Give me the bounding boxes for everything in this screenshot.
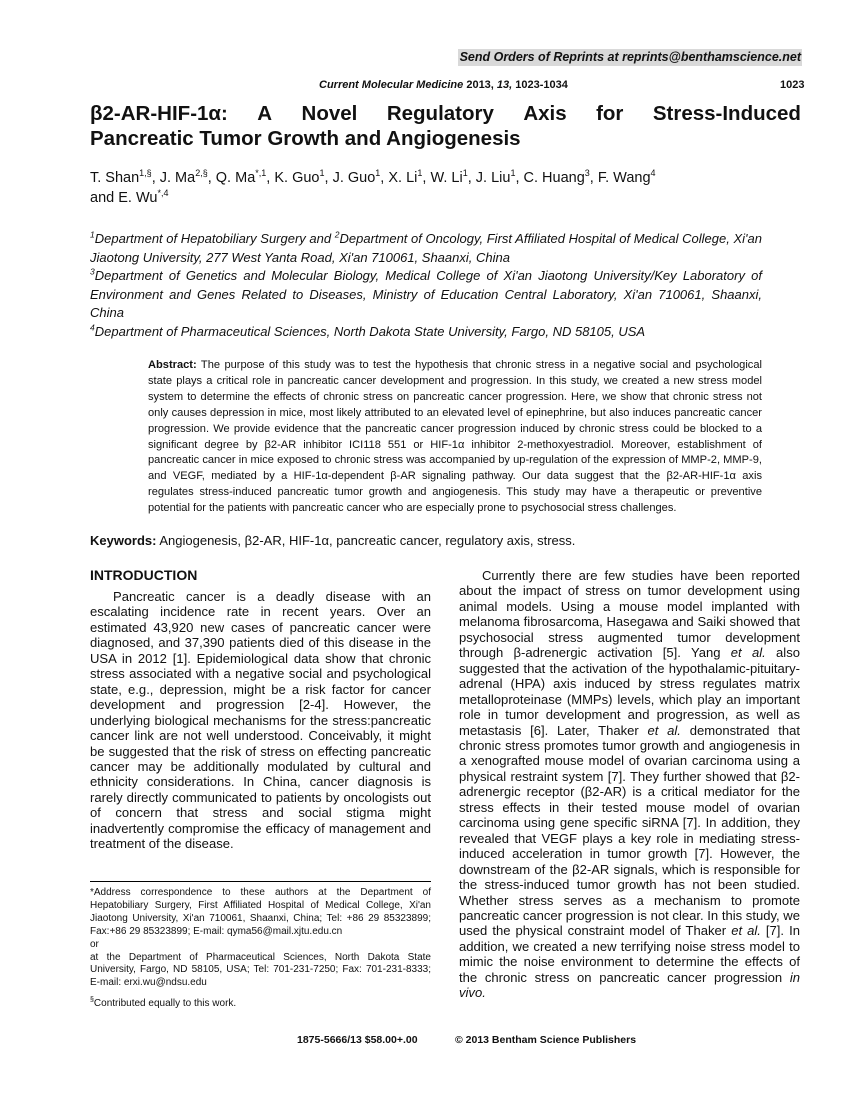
author-name: J. Liu <box>475 170 511 186</box>
abstract <box>148 358 762 517</box>
author-name: Q. Ma <box>215 170 256 186</box>
correspondence-footnote-2: at the Department of Pharmaceutical Sciences, North Dakota State University, Fargo, ND 58105, USA; Tel: 701-231-7250; Fax: 701-231-8333; E-mail: erxi.wu@ndsu.edu <box>90 951 431 989</box>
author-affiliation-marker: *,1 <box>255 168 267 179</box>
correspondence-footnote: *Address correspondence to these authors at the Department of Hepatobiliary Surgery, First Affiliated Hospital of Medical College, Xi'an Jiaotong University, Xi'an 710061, Shaanxi, China; Tel: +86 29 85323899; Fax:+86 29 85323899; E-mail: qyma56@mail.xjtu.edu.cn <box>90 887 431 937</box>
author-name: J. Guo <box>332 170 376 186</box>
keywords-label: Keywords: <box>90 533 157 548</box>
title-word: β2-AR-HIF-1α: <box>90 102 228 125</box>
copyright-notice: © 2013 Bentham Science Publishers <box>455 1034 637 1046</box>
affiliation-1-2 <box>90 230 762 267</box>
title-word: Stress-Induced <box>652 102 801 125</box>
author-affiliation-marker: 1 <box>417 168 423 179</box>
footnote-divider <box>90 881 431 882</box>
author-affiliation-marker: 1 <box>319 168 325 179</box>
author-affiliation-marker: 1 <box>462 168 468 179</box>
left-column-body <box>90 589 431 852</box>
author-affiliation-marker: 1 <box>510 168 516 179</box>
abstract-label: Abstract: <box>148 359 197 371</box>
footnotes <box>90 887 431 1011</box>
affiliation-marker: 2 <box>334 229 340 240</box>
author-line-1: T. Shan$^{1,\S}$, J. $Ma^{2,\S}$, Q. $Ma^{*,1}$, K. Guo$^1$, J. Guo$^1$, X. Li$^1$, W. Li$^1$, J. Liu$^1$, C. Huang$^3$, F. Wang$^4$ <box>90 168 656 186</box>
author-name: T. Shan <box>90 170 140 186</box>
author-affiliation-marker: *,4 <box>157 188 169 199</box>
author-affiliation-marker: 1,§ <box>139 168 152 179</box>
author-name: K. Guo <box>274 170 320 186</box>
title-word: for <box>596 102 624 125</box>
title-word: Novel <box>301 102 358 125</box>
title-word: Regulatory <box>386 102 494 125</box>
journal-year: 2013, <box>466 79 494 91</box>
affiliation-text: Department of Pharmaceutical Sciences, North Dakota State University, Fargo, ND 58105, USA <box>94 324 646 339</box>
author-list <box>90 168 801 208</box>
title-line-1 <box>90 101 801 126</box>
journal-pages: 1023-1034 <box>515 79 568 91</box>
affiliation-marker: 4 <box>90 322 95 333</box>
issn-price: 1875-5666/13 $58.00+.00 <box>297 1034 418 1046</box>
author-line-2 <box>90 188 801 208</box>
journal-name: Current Molecular Medicine <box>319 79 464 91</box>
affiliation-text: Department of Genetics and Molecular Biology, Medical College of Xi'an Jiaotong University/Key Laboratory of Environment and Genes Related to Diseases, Ministry of Education Central Laboratory, Xi'an 710061, Shaanxi, China <box>90 268 762 320</box>
section-heading-introduction: INTRODUCTION <box>90 567 198 583</box>
author-name: C. Huang <box>523 170 585 186</box>
affiliation-text: Department of Hepatobiliary Surgery and <box>94 231 335 246</box>
author-name: and E. Wu <box>90 190 158 206</box>
author-name: J. Ma <box>159 170 196 186</box>
paragraph: Pancreatic cancer is a deadly disease with an escalating incidence rate in recent years. Over an estimated 43,920 new cases of pancreatic cancer were diagnosed, and 37,390 patients died of this disease in the USA in 2012 [1]. Epidemiological data show that chronic stress associated with a negative social and psychological state, e.g., depression, might be a risk factor for cancer development and progression [2-4]. However, the underlying biological mechanisms for the stress:pancreatic cancer link are not well understood. Conceivably, it might be suggested that the risk of stress on effecting pancreatic cancer may be additionally modulated by cultural and ethnicity considerations. In China, cancer diagnosis is rarely directly communicated to patients by oncologists out of concern that stress and social stigma might inadvertently compromise the efficacy of management and treatment of the disease. <box>90 589 431 852</box>
footnote-or: or <box>90 938 99 950</box>
author-affiliation-marker: 4 <box>650 168 656 179</box>
author-affiliation-marker: 2,§ <box>195 168 208 179</box>
author-affiliation-marker: 1 <box>375 168 381 179</box>
author-affiliation-marker: 3 <box>584 168 590 179</box>
keywords-text: Angiogenesis, β2-AR, HIF-1α, pancreatic cancer, regulatory axis, stress. <box>156 533 576 548</box>
affiliation-4 <box>90 323 762 342</box>
author-name: W. Li <box>430 170 463 186</box>
equal-contribution-footnote: §Contributed equally to this work. <box>90 996 237 1010</box>
journal-volume: 13, <box>496 79 513 91</box>
abstract-text: The purpose of this study was to test the hypothesis that chronic stress in a negative social and psychological state plays a critical role in pancreatic cancer development and progression. In this study, we created a new stress model system to determine the effects of chronic stress on pancreatic cancer progression. Here, we show that chronic stress not only causes depression in mice, most likely attributed to an elevated level of epinephrine, but also induces pancreatic cancer progression. We provide evidence that the pancreatic cancer progression induced by chronic stress could be blocked to a significant degree by β2-AR inhibitor ICI118 551 or HIF-1α inhibitor 2-methoxyestradiol. Moreover, establishment of pancreatic cancer in mice exposed to chronic stress was accompanied by up-regulation of the expression of MMP-2, MMP-9, and VEGF, mediated by a HIF-1α-dependent β-AR signaling pathway. Our data suggest that the β2-AR-HIF-1α axis regulates stress-induced pancreatic tumor growth and angiogenesis. This study may have a therapeutic or preventive potential for the patients with pancreatic cancer who are especially prone to psychosocial stress challenges. <box>148 359 762 515</box>
affiliation-marker: 1 <box>90 229 95 240</box>
keywords <box>90 532 801 550</box>
author-name: X. Li <box>388 170 418 186</box>
title-line-2: Pancreatic Tumor Growth and Angiogenesis <box>90 127 521 150</box>
right-column-body <box>459 568 800 1001</box>
author-name: F. Wang <box>597 170 651 186</box>
article-title <box>90 101 801 151</box>
affiliation-text: Department of Oncology, First Affiliated Hospital of Medical College, Xi'an Jiaotong University, 277 West Yanta Road, Xi'an 710061, Shaanxi, China <box>90 231 762 265</box>
affiliation-3 <box>90 267 762 323</box>
reprint-banner: Send Orders of Reprints at reprints@benthamscience.net <box>459 50 801 64</box>
page-number: 1023 <box>780 79 805 91</box>
affiliation-marker: 3 <box>90 266 95 277</box>
journal-citation <box>319 79 568 91</box>
title-word: A <box>257 102 273 125</box>
title-word: Axis <box>523 102 567 125</box>
paragraph: Currently there are few studies have been reported about the impact of stress on tumor development using animal models. Using a mouse model implanted with melanoma fibrosarcoma, Hasegawa and Saiki showed that psychosocial stress augmented tumor development through β-adrenergic activation [5]. Yang et al. also suggested that the activation of the hypothalamic-pituitary-adrenal (HPA) axis induced by stress regulates matrix metalloproteinase (MMPs) levels, which play an important role in tumor development and progression, as well as metastasis [6]. Later, Thaker et al. demonstrated that chronic stress promotes tumor growth and angiogenesis in a xenografted mouse model of ovarian carcinoma using a physical restraint system [7]. They further showed that β2-adrenergic receptor (β2-AR) is a critical mediator for the stress effects in their tested mouse model of ovarian carcinoma using gene specific siRNA [7]. In addition, they revealed that VEGF plays a key role in mediating stress-induced acceleration in tumor growth [7]. However, the downstream of the β2-AR signals, which is responsible for the stress-induced tumor growth has not been studied. Whether stress serves as a mechanism to promote pancreatic cancer progression is not clear. In this study, we used the physical constraint model of Thaker et al. [7]. In addition, we created a new terrifying noise stress model to mimic the noise environment to determine the effects of the chronic stress on pancreatic cancer progression in vivo. <box>459 568 800 1001</box>
